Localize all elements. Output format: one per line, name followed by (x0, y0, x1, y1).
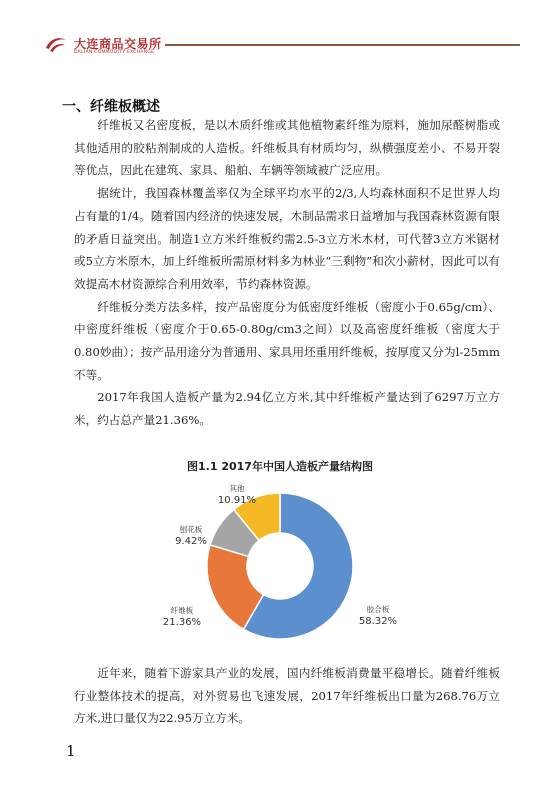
figure-title: 图1.1 2017年中国人造板产量结构图 (187, 460, 373, 473)
logo-text-cn: 大连商品交易所 (74, 37, 162, 51)
page-header (0, 0, 560, 70)
body-text (74, 114, 500, 432)
slice-category-label: 刨花板 (179, 525, 203, 534)
paragraph-2: 据统计，我国森林覆盖率仅为全球平均水平的2/3,人均森林面积不足世界人均占有量的1/4。随着国内经济的快速发展，木制品需求日益增加与我国森林资源有限的矛盾日益突出。制造1立方米纤维板约需2.5-3立方米木材，可代替3立方米锯材或5立方米原木，加上纤维板所需原材料多为林业“三剩物”和次小薪材，因此可以有效提高木材资源综合利用效率，节约森林资源。 (74, 186, 500, 291)
paragraph-5: 近年来，随着下游家具产业的发展，国内纤维板消费量平稳增长。随着纤维板行业整体技术的提高，对外贸易也飞速发展，2017年纤维板出口量为268.76万立方米,进口量仅为22.95万立方米。 (74, 666, 500, 726)
slice-category-label: 纤维板 (170, 606, 194, 615)
exchange-logo-icon (44, 34, 68, 54)
body-text-after-chart (74, 662, 500, 730)
slice-value-label: 21.36% (162, 617, 202, 628)
page-number: 1 (66, 742, 76, 760)
section-title: 一、纤维板概述 (62, 99, 160, 115)
donut-chart (140, 476, 420, 656)
slice-category-label: 胶合板 (366, 605, 390, 614)
paragraph-1: 纤维板又名密度板，是以木质纤维或其他植物素纤维为原料，施加尿醛树脂或其他适用的胶粘剂制成的人造板。纤维板具有材质均匀，纵横强度差小、不易开裂等优点，因此在建筑、家具、船舶、车辆等领域被广泛应用。 (74, 118, 500, 178)
paragraph-3: 纤维板分类方法多样，按产品密度分为低密度纤维板（密度小于0.65g/cm）、中密度纤维板（密度介于0.65-0.80g/cm3之间）以及高密度纤维板（密度大于0.80妙曲）；按产品用途分为普通用、家具用坯重用纤维板，按厚度又分为l-25mm不等。 (74, 299, 500, 382)
slice-value-label: 10.91% (217, 495, 257, 506)
logo-text-en: DALIAN COMMODITY EXCHANGE (74, 50, 155, 55)
header-divider (165, 44, 520, 46)
slice-value-label: 9.42% (175, 536, 207, 547)
slice-value-label: 58.32% (358, 616, 398, 627)
paragraph-4: 2017年我国人造板产量为2.94亿立方米,其中纤维板产量达到了6297万立方米，约占总产量21.36%。 (74, 390, 500, 428)
slice-category-label: 其他 (229, 484, 245, 493)
